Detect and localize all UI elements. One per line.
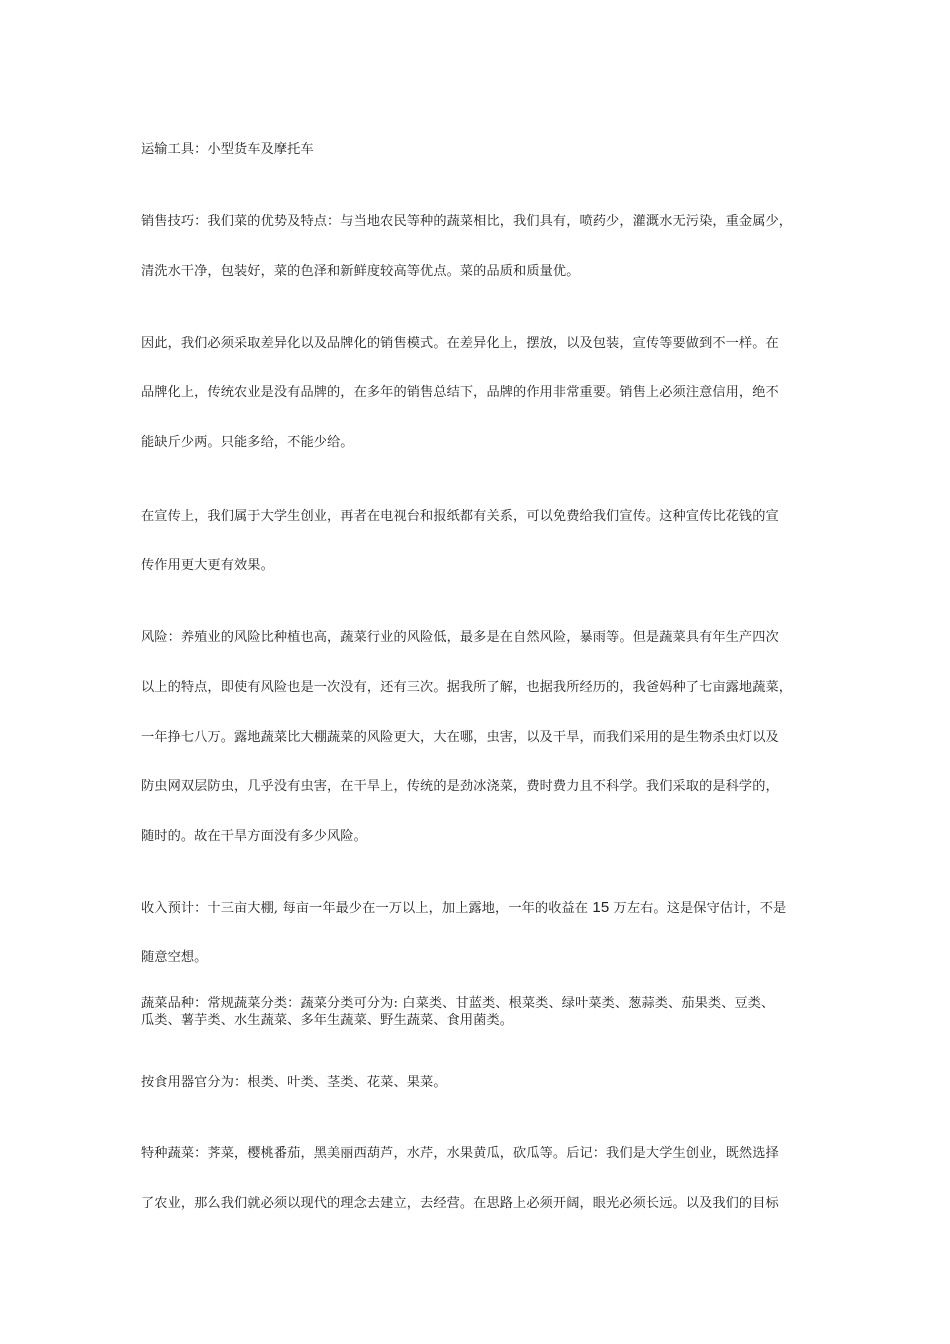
risk-line-2: 以上的特点，即使有风险也是一次没有，还有三次。据我所了解，也据我所经历的，我爸妈种了七亩露地蔬菜， xyxy=(141,680,793,695)
publicity-line-1: 在宣传上，我们属于大学生创业，再者在电视台和报纸都有关系，可以免费给我们宣传。这种宣传比花钱的宣 xyxy=(141,509,779,524)
income-amount: 15 xyxy=(592,899,610,916)
publicity-line-2: 传作用更大更有效果。 xyxy=(141,558,274,573)
transport-line: 运输工具：小型货车及摩托车 xyxy=(141,142,314,157)
strategy-line-1: 因此，我们必须采取差异化以及品牌化的销售模式。在差异化上，摆放，以及包装，宣传等要做到不一样。在 xyxy=(141,336,779,351)
risk-line-4: 防虫网双层防虫，几乎没有虫害，在干旱上，传统的是劲冰浇菜，费时费力且不科学。我们采取的是科学的， xyxy=(141,779,779,794)
organs-line: 按食用器官分为：根类、叶类、茎类、花菜、果菜。 xyxy=(141,1075,447,1090)
income-text-before: 收入预计：十三亩大棚, 每亩一年最少在一万以上，加上露地，一年的收益在 xyxy=(141,901,593,916)
income-line-2: 随意空想。 xyxy=(141,950,208,965)
sales-line-2: 清洗水干净，包装好，菜的色泽和新鲜度较高等优点。菜的品质和质量优。 xyxy=(141,264,580,279)
income-line-1 xyxy=(141,900,821,917)
risk-line-1: 风险：养殖业的风险比种植也高，蔬菜行业的风险低，最多是在自然风险，暴雨等。但是蔬菜具有年生产四次 xyxy=(141,630,779,645)
income-text-after: 万左右。这是保守估计，不是 xyxy=(609,901,787,916)
varieties-line-2: 瓜类、薯芋类、水生蔬菜、多年生蔬菜、野生蔬菜、食用菌类。 xyxy=(141,1013,514,1028)
sales-line-1: 销售技巧：我们菜的优势及特点：与当地农民等种的蔬菜相比，我们具有，喷药少，灌溉水无污染，重金属少， xyxy=(141,214,793,229)
special-line-2: 了农业，那么我们就必须以现代的理念去建立，去经营。在思路上必须开阔，眼光必须长远。以及我们的目标 xyxy=(141,1196,779,1211)
varieties-line-1: 蔬菜品种：常规蔬菜分类：蔬菜分类可分为: 白菜类、甘蓝类、根菜类、绿叶菜类、葱蒜类、茄果类、豆类、 xyxy=(141,996,775,1011)
strategy-line-3: 能缺斤少两。只能多给，不能少给。 xyxy=(141,435,354,450)
special-line-1: 特种蔬菜：荠菜，樱桃番茄，黑美丽西葫芦，水芹，水果黄瓜，砍瓜等。后记：我们是大学生创业，既然选择 xyxy=(141,1146,779,1161)
risk-line-3: 一年挣七八万。露地蔬菜比大棚蔬菜的风险更大，大在哪，虫害，以及干旱，而我们采用的是生物杀虫灯以及 xyxy=(141,730,779,745)
strategy-line-2: 品牌化上，传统农业是没有品牌的，在多年的销售总结下，品牌的作用非常重要。销售上必须注意信用，绝不 xyxy=(141,385,779,400)
risk-line-5: 随时的。故在干旱方面没有多少风险。 xyxy=(141,829,367,844)
